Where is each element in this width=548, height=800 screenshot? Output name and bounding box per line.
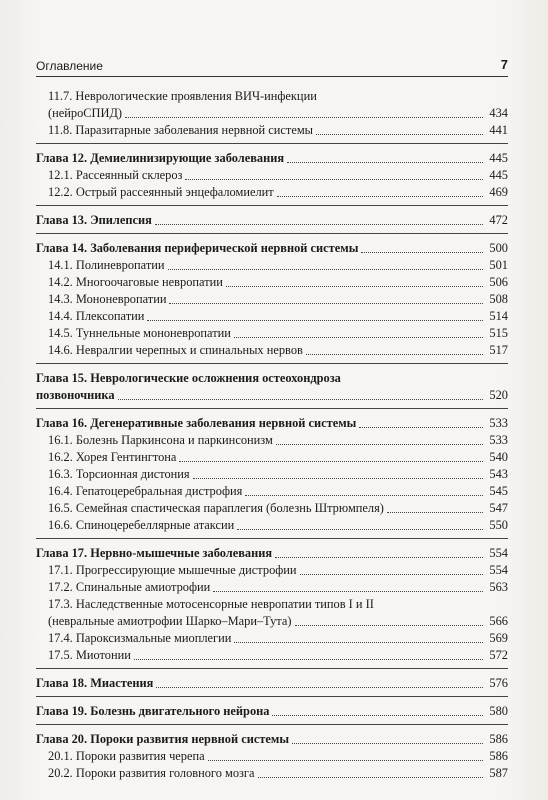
subsection-title: 12.2. Острый рассеянный энцефаломиелит <box>48 185 274 199</box>
dot-leader <box>287 162 483 163</box>
subsection-title-line: 17.3. Наследственные мотосенсорные невропатии типов I и II <box>48 597 374 611</box>
subsection-title: (нейроСПИД) <box>48 106 123 120</box>
section-divider <box>36 408 508 409</box>
toc-subsection-entry[interactable] <box>36 562 508 579</box>
subsection-title: 16.4. Гепатоцеребральная дистрофия <box>48 484 243 498</box>
dot-leader <box>245 495 483 496</box>
entry-page-number: 554 <box>489 563 508 577</box>
toc-chapter-entry[interactable] <box>36 415 508 432</box>
toc-subsection-entry[interactable] <box>36 449 508 466</box>
dot-leader <box>179 461 483 462</box>
toc-subsection-entry[interactable] <box>36 274 508 291</box>
toc-subsection-entry[interactable] <box>36 630 508 647</box>
entry-page-number: 533 <box>489 433 508 447</box>
subsection-title: 14.6. Невралгии черепных и спинальных нервов <box>48 343 303 357</box>
entry-page-number: 434 <box>489 106 508 120</box>
toc-subsection-entry[interactable] <box>36 325 508 342</box>
dot-leader <box>156 687 483 688</box>
dot-leader <box>272 715 483 716</box>
chapter-title: позвоночника <box>36 388 115 402</box>
section-title: Оглавление <box>36 59 103 73</box>
entry-page-number: 566 <box>489 614 508 628</box>
toc-subsection-entry[interactable] <box>36 579 508 596</box>
toc-subsection-entry[interactable] <box>36 748 508 765</box>
toc-chapter-entry[interactable] <box>36 212 508 229</box>
toc-subsection-entry[interactable] <box>36 167 508 184</box>
dot-leader <box>258 777 483 778</box>
toc-subsection-entry[interactable] <box>36 500 508 517</box>
dot-leader <box>277 196 483 197</box>
subsection-title: 17.5. Миотонии <box>48 648 131 662</box>
toc-subsection-entry[interactable] <box>36 466 508 483</box>
toc-chapter-entry[interactable] <box>36 150 508 167</box>
dot-leader <box>155 224 483 225</box>
dot-leader <box>208 760 483 761</box>
toc-chapter-entry[interactable] <box>36 545 508 562</box>
section-divider <box>36 143 508 144</box>
section-divider <box>36 724 508 725</box>
entry-page-number: 533 <box>489 416 508 430</box>
subsection-title: (невральные амиотрофии Шарко–Мари–Тута) <box>48 614 292 628</box>
page-number: 7 <box>500 57 508 72</box>
entry-page-number: 508 <box>489 292 508 306</box>
subsection-title: 11.8. Паразитарные заболевания нервной системы <box>48 123 314 137</box>
section-divider <box>36 363 508 364</box>
section-divider <box>36 668 508 669</box>
toc-subsection-entry[interactable] <box>36 308 508 325</box>
dot-leader <box>359 427 483 428</box>
toc-chapter-entry[interactable] <box>36 731 508 748</box>
toc-subsection-entry[interactable] <box>36 432 508 449</box>
toc-subsection-entry[interactable] <box>36 257 508 274</box>
entry-page-number: 501 <box>489 258 508 272</box>
dot-leader <box>316 134 483 135</box>
toc-subsection-entry[interactable] <box>36 184 508 201</box>
toc-subsection-entry[interactable] <box>36 647 508 664</box>
toc-subsection-entry[interactable] <box>36 122 508 139</box>
subsection-title: 14.2. Многоочаговые невропатии <box>48 275 223 289</box>
dot-leader <box>213 591 483 592</box>
running-header <box>36 56 508 77</box>
dot-leader <box>226 286 483 287</box>
entry-page-number: 520 <box>489 388 508 402</box>
subsection-title: 14.5. Туннельные мононевропатии <box>48 326 231 340</box>
dot-leader <box>147 320 483 321</box>
entry-page-number: 543 <box>489 467 508 481</box>
subsection-title: 14.4. Плексопатии <box>48 309 145 323</box>
dot-leader <box>387 512 483 513</box>
dot-leader <box>237 529 483 530</box>
toc-subsection-entry[interactable] <box>36 765 508 782</box>
dot-leader <box>125 117 483 118</box>
dot-leader <box>185 179 483 180</box>
toc-chapter-entry[interactable] <box>36 703 508 720</box>
toc-chapter-entry[interactable] <box>36 387 508 404</box>
chapter-title: Глава 20. Пороки развития нервной системы <box>36 732 290 746</box>
dot-leader <box>300 574 483 575</box>
dot-leader <box>234 642 483 643</box>
entry-page-number: 572 <box>489 648 508 662</box>
entry-page-number: 586 <box>489 749 508 763</box>
entry-page-number: 586 <box>489 732 508 746</box>
chapter-title: Глава 19. Болезнь двигательного нейрона <box>36 704 270 718</box>
toc-subsection-entry[interactable] <box>36 517 508 534</box>
dot-leader <box>118 399 483 400</box>
chapter-title: Глава 14. Заболевания периферической нервной системы <box>36 241 359 255</box>
toc-chapter-entry[interactable] <box>36 675 508 692</box>
table-of-contents <box>36 88 508 782</box>
toc-chapter-entry[interactable] <box>36 240 508 257</box>
entry-page-number: 545 <box>489 484 508 498</box>
dot-leader <box>295 625 484 626</box>
entry-page-number: 500 <box>489 241 508 255</box>
toc-subsection-entry[interactable] <box>36 342 508 359</box>
entry-page-number: 445 <box>489 151 508 165</box>
chapter-title: Глава 13. Эпилепсия <box>36 213 152 227</box>
subsection-title: 12.1. Рассеянный склероз <box>48 168 183 182</box>
entry-page-number: 441 <box>489 123 508 137</box>
section-divider <box>36 233 508 234</box>
subsection-title: 14.1. Полиневропатии <box>48 258 165 272</box>
entry-page-number: 515 <box>489 326 508 340</box>
entry-page-number: 517 <box>489 343 508 357</box>
toc-subsection-entry[interactable] <box>36 291 508 308</box>
chapter-title: Глава 18. Миастения <box>36 676 154 690</box>
entry-page-number: 563 <box>489 580 508 594</box>
chapter-title: Глава 12. Демиелинизирующие заболевания <box>36 151 285 165</box>
subsection-title: 16.3. Торсионная дистония <box>48 467 190 481</box>
entry-page-number: 445 <box>489 168 508 182</box>
subsection-title: 17.4. Пароксизмальные миоплегии <box>48 631 232 645</box>
dot-leader <box>134 659 483 660</box>
entry-page-number: 587 <box>489 766 508 780</box>
dot-leader <box>193 478 483 479</box>
entry-page-number: 469 <box>489 185 508 199</box>
subsection-title: 14.3. Мононевропатии <box>48 292 167 306</box>
subsection-title: 17.2. Спинальные амиотрофии <box>48 580 211 594</box>
subsection-title: 16.2. Хорея Гентингтона <box>48 450 177 464</box>
subsection-title-line: 11.7. Неврологические проявления ВИЧ-инфекции <box>48 89 317 103</box>
entry-page-number: 547 <box>489 501 508 515</box>
dot-leader <box>361 252 483 253</box>
entry-page-number: 554 <box>489 546 508 560</box>
section-divider <box>36 696 508 697</box>
section-divider <box>36 538 508 539</box>
toc-subsection-entry[interactable] <box>36 483 508 500</box>
dot-leader <box>234 337 483 338</box>
chapter-title: Глава 17. Нервно-мышечные заболевания <box>36 546 273 560</box>
dot-leader <box>169 303 483 304</box>
entry-page-number: 514 <box>489 309 508 323</box>
entry-page-number: 550 <box>489 518 508 532</box>
subsection-title: 16.6. Спиноцеребеллярные атаксии <box>48 518 235 532</box>
subsection-title: 17.1. Прогрессирующие мышечные дистрофии <box>48 563 297 577</box>
subsection-title: 20.2. Пороки развития головного мозга <box>48 766 255 780</box>
entry-page-number: 569 <box>489 631 508 645</box>
entry-page-number: 472 <box>489 213 508 227</box>
subsection-title: 20.1. Пороки развития черепа <box>48 749 205 763</box>
subsection-title: 16.1. Болезнь Паркинсона и паркинсонизм <box>48 433 273 447</box>
dot-leader <box>168 269 483 270</box>
entry-page-number: 580 <box>489 704 508 718</box>
chapter-title-line: Глава 15. Неврологические осложнения остеохондроза <box>36 371 341 385</box>
subsection-title: 16.5. Семейная спастическая параплегия (болезнь Штрюмпеля) <box>48 501 384 515</box>
entry-page-number: 540 <box>489 450 508 464</box>
toc-subsection-entry[interactable] <box>36 105 508 122</box>
chapter-title: Глава 16. Дегенеративные заболевания нервной системы <box>36 416 357 430</box>
dot-leader <box>306 354 483 355</box>
dot-leader <box>276 444 483 445</box>
section-divider <box>36 205 508 206</box>
entry-page-number: 576 <box>489 676 508 690</box>
entry-page-number: 506 <box>489 275 508 289</box>
dot-leader <box>292 743 483 744</box>
toc-subsection-entry[interactable] <box>36 613 508 630</box>
dot-leader <box>275 557 483 558</box>
